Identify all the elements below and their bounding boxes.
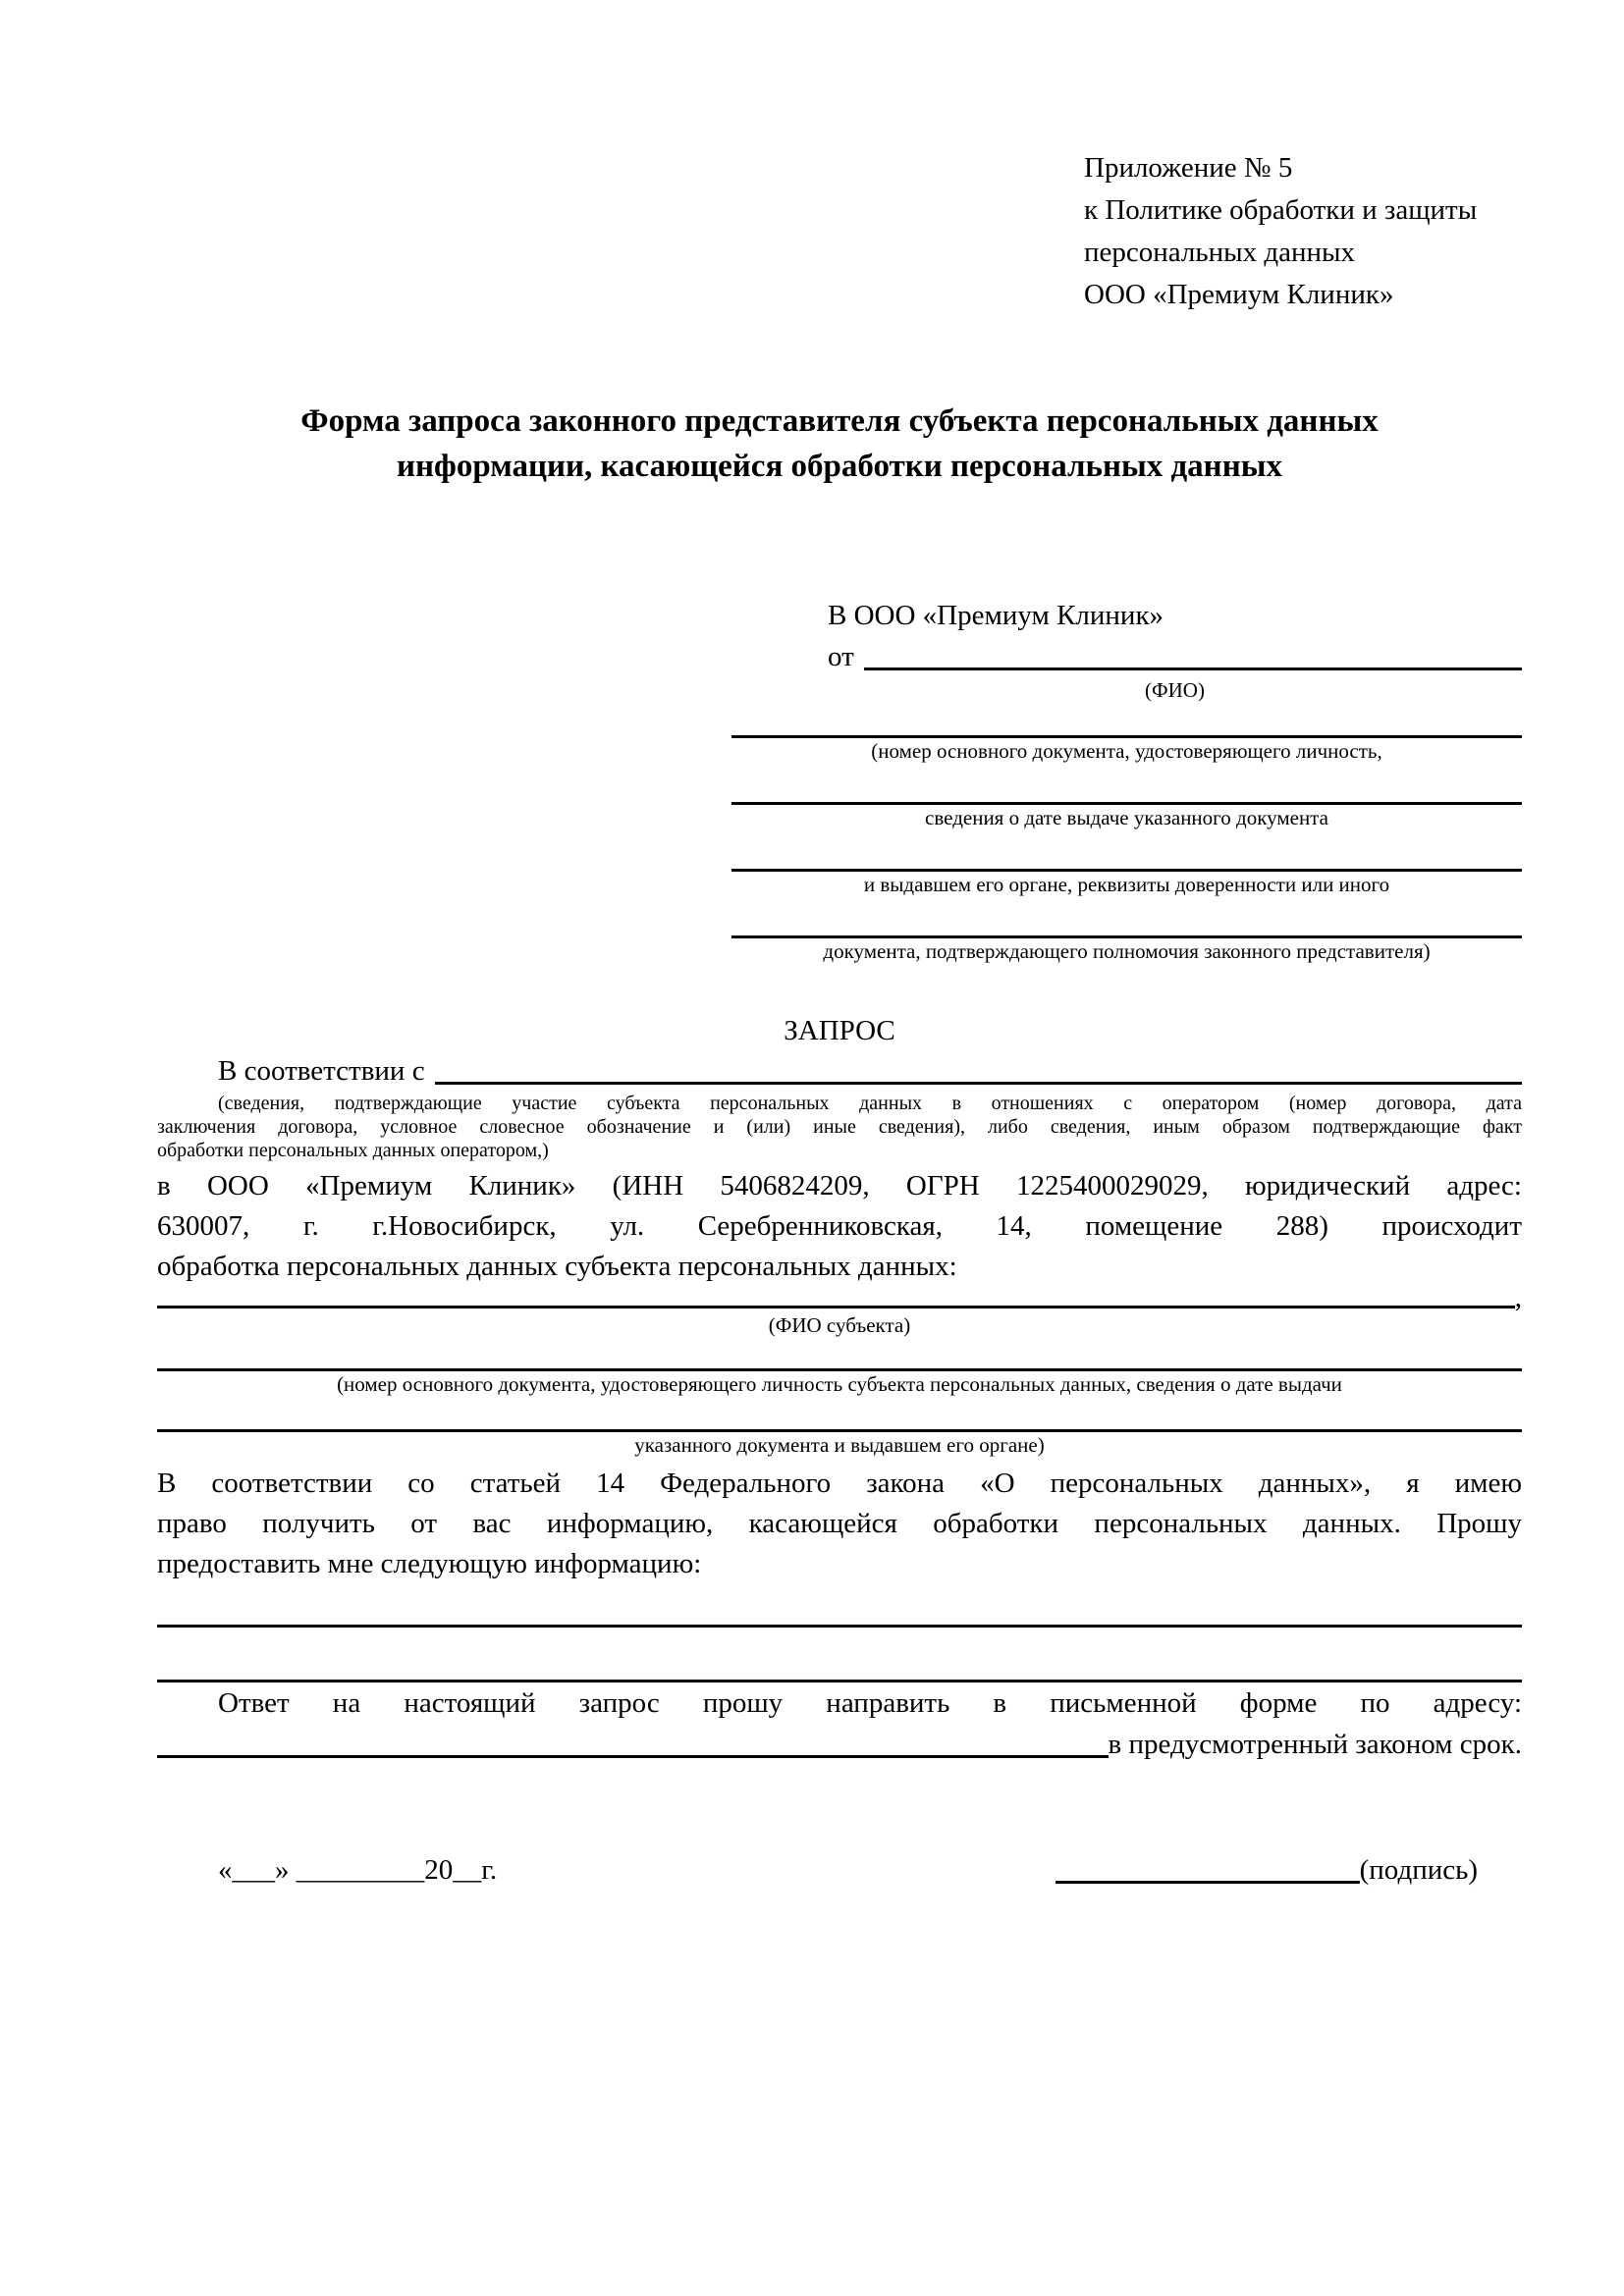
representative-doc-lines bbox=[731, 703, 1522, 964]
doc-caption-4: документа, подтверждающего полномочия законного представителя) bbox=[823, 939, 1431, 963]
blank-line-1 bbox=[731, 703, 1522, 738]
appendix-line-2: к Политике обработки и защиты bbox=[1084, 194, 1478, 226]
addressee-block bbox=[828, 595, 1522, 703]
doc-line-item bbox=[731, 836, 1522, 897]
fio-caption: (ФИО) bbox=[1145, 678, 1205, 702]
subject-doc-blank-line-1 bbox=[157, 1338, 1522, 1371]
intro-caption-line-2: заключения договора, условное словесное обозначение и (или) иные сведения), либо сведения, иным образом подтверждающие факт bbox=[157, 1116, 1522, 1138]
signature-fill-line bbox=[1056, 1881, 1360, 1884]
doc-caption-1: (номер основного документа, удостоверяющего личность, bbox=[871, 739, 1382, 763]
intro-caption-line-1: (сведения, подтверждающие участие субъекта персональных данных в отношениях с оператором (номер договора, дата bbox=[218, 1093, 1522, 1114]
address-fill-line bbox=[157, 1755, 1109, 1758]
subject-fio-caption: (ФИО субъекта) bbox=[768, 1313, 911, 1337]
blank-line-4 bbox=[731, 903, 1522, 938]
doc-caption-3: и выдавшем его органе, реквизиты доверенности или иного bbox=[863, 873, 1390, 896]
addressee-org-line: В ООО «Премиум Клиник» bbox=[828, 600, 1164, 631]
subject-doc-caption-1: (номер основного документа, удостоверяющего личность субъекта персональных данных, сведения о дате выдачи bbox=[337, 1372, 1342, 1396]
law-line-1: В соответствии со статьей 14 Федерального закона «О персональных данных», я имею bbox=[157, 1468, 1522, 1499]
law-line-3: предоставить мне следующую информацию: bbox=[157, 1548, 702, 1579]
signature-row bbox=[157, 1849, 1522, 1891]
form-title-line-1: Форма запроса законного представителя субъекта персональных данных bbox=[300, 403, 1379, 439]
signature-group bbox=[1056, 1849, 1478, 1891]
appendix-line-3: персональных данных bbox=[1084, 237, 1356, 268]
doc-line-item bbox=[731, 703, 1522, 764]
appendix-line-4: ООО «Премиум Клиник» bbox=[1084, 279, 1394, 310]
form-title-line-2: информации, касающейся обработки персональных данных bbox=[397, 449, 1282, 484]
operator-paragraph bbox=[157, 1166, 1522, 1287]
answer-line-1: Ответ на настоящий запрос прошу направить в письменной форме по адресу: bbox=[218, 1687, 1522, 1719]
information-blank-line-2 bbox=[157, 1628, 1522, 1682]
from-label: от bbox=[828, 641, 854, 672]
form-title bbox=[157, 399, 1522, 489]
date-line: «___» _________20__г. bbox=[218, 1854, 498, 1886]
intro-caption bbox=[157, 1092, 1522, 1162]
fio-fill-line bbox=[864, 667, 1522, 670]
intro-caption-line-3: обработки персональных данных оператором,) bbox=[157, 1140, 549, 1161]
intro-label: В соответствии с bbox=[218, 1055, 425, 1087]
subject-fio-row bbox=[157, 1282, 1522, 1313]
subject-doc-blank-line-2 bbox=[157, 1397, 1522, 1432]
answer-suffix: в предусмотренный законом срок. bbox=[1108, 1729, 1522, 1760]
appendix-line-1: Приложение № 5 bbox=[1084, 152, 1293, 184]
law-paragraph bbox=[157, 1464, 1522, 1584]
doc-line-item bbox=[731, 770, 1522, 830]
doc-line-item bbox=[731, 903, 1522, 964]
from-row bbox=[828, 636, 1522, 677]
operator-line-3: обработка персональных данных субъекта персональных данных: bbox=[157, 1251, 957, 1282]
appendix-block bbox=[1084, 147, 1522, 316]
answer-paragraph bbox=[157, 1682, 1522, 1765]
information-blank-line-1 bbox=[157, 1584, 1522, 1628]
trailing-comma: , bbox=[1514, 1282, 1522, 1313]
request-heading: ЗАПРОС bbox=[784, 1015, 895, 1046]
intro-fill-line bbox=[435, 1082, 1522, 1085]
operator-line-1: в ООО «Премиум Клиник» (ИНН 5406824209, ОГРН 1225400029029, юридический адрес: bbox=[157, 1170, 1522, 1201]
blank-line-2 bbox=[731, 770, 1522, 805]
operator-line-2: 630007, г. г.Новосибирск, ул. Серебренниковская, 14, помещение 288) происходит bbox=[157, 1210, 1522, 1242]
law-line-2: право получить от вас информацию, касающейся обработки персональных данных. Прошу bbox=[157, 1508, 1522, 1539]
subject-fio-fill-line bbox=[157, 1306, 1515, 1308]
doc-caption-2: сведения о дате выдаче указанного документа bbox=[925, 806, 1328, 829]
subject-doc-caption-2: указанного документа и выдавшем его органе) bbox=[634, 1433, 1045, 1457]
answer-line-2 bbox=[157, 1724, 1522, 1765]
blank-line-3 bbox=[731, 836, 1522, 872]
signature-caption: (подпись) bbox=[1359, 1854, 1478, 1886]
intro-row bbox=[157, 1050, 1522, 1092]
